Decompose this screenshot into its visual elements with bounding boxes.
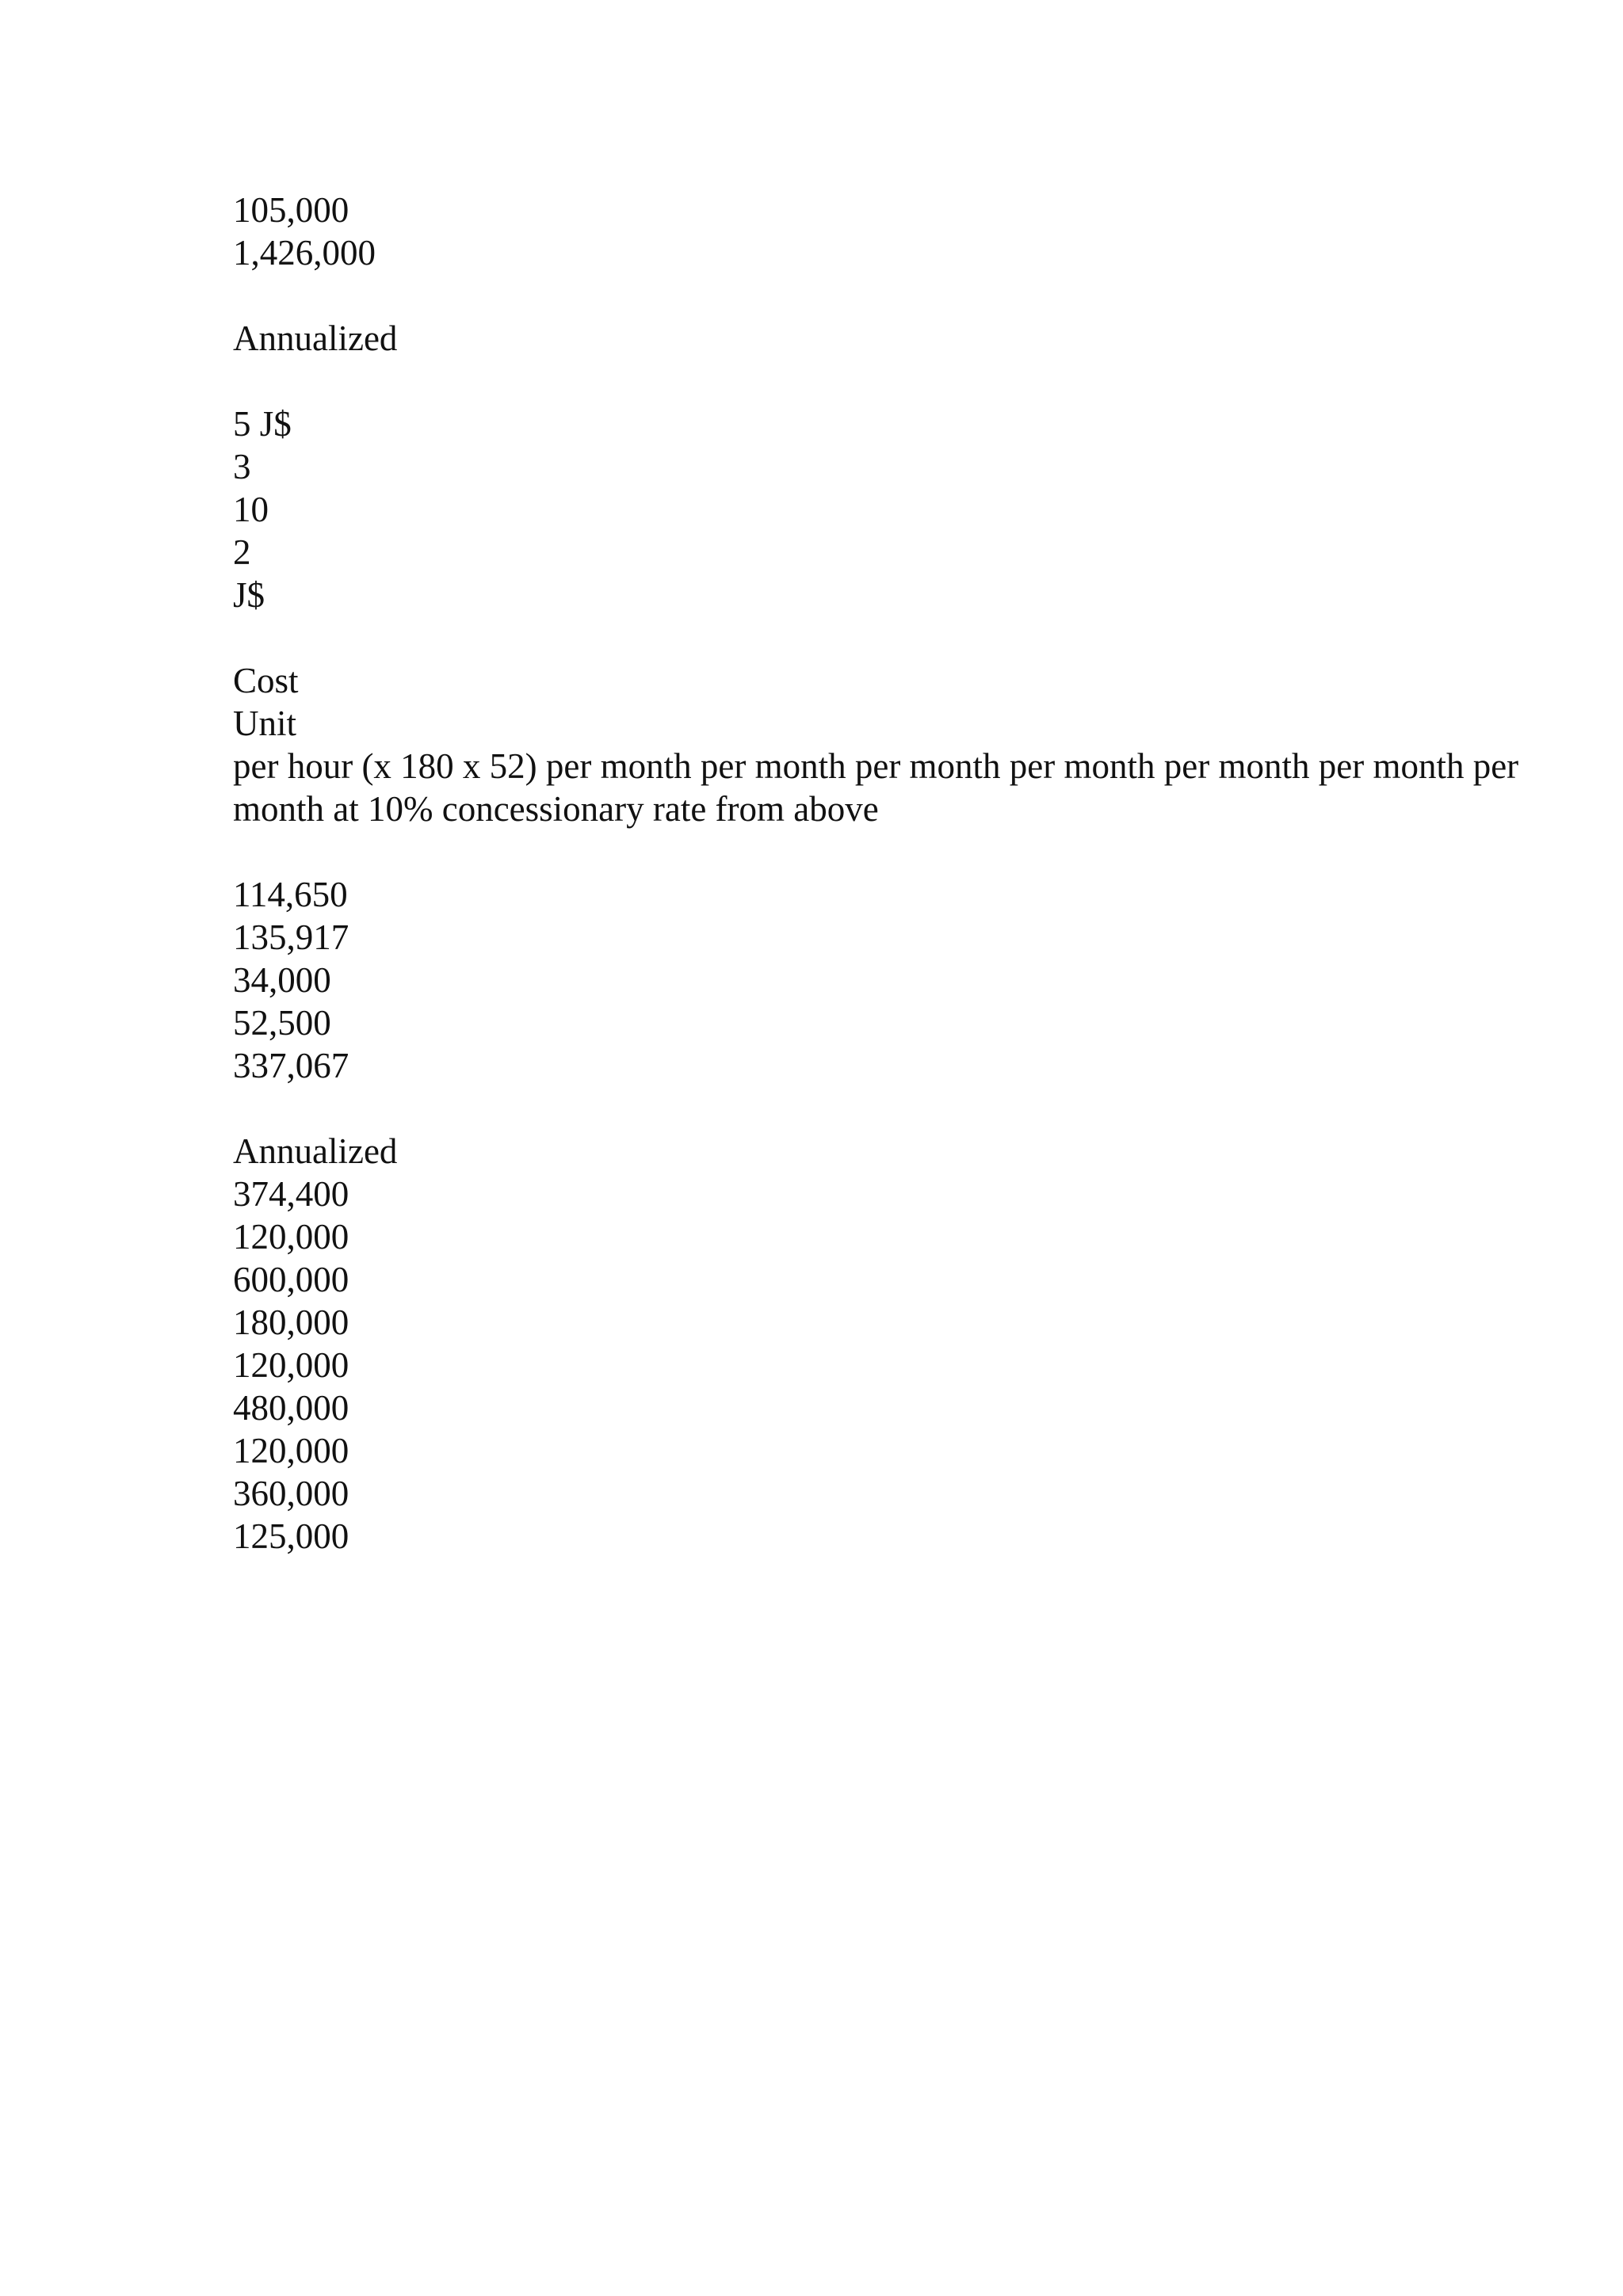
text-line: 105,000 (233, 190, 349, 230)
text-line: J$ (233, 575, 265, 615)
text-line: 2 (233, 532, 251, 572)
spacer (233, 360, 1549, 402)
text-line: 360,000 (233, 1474, 349, 1513)
description-paragraph: per hour (x 180 x 52) per month per month per month per month per month per month per month at 10% concessionary rate from above (233, 746, 1519, 829)
text-line: 374,400 (233, 1174, 349, 1214)
text-line: Annualized (233, 1131, 398, 1171)
text-line: 480,000 (233, 1388, 349, 1428)
text-line: 1,426,000 (233, 233, 376, 273)
text-line: 125,000 (233, 1516, 349, 1556)
text-line: 3 (233, 447, 251, 486)
spacer (233, 830, 1549, 873)
text-line: 34,000 (233, 960, 331, 1000)
units-block (233, 402, 1549, 616)
text-line: 120,000 (233, 1431, 349, 1470)
text-line: 180,000 (233, 1302, 349, 1342)
totals-block (233, 189, 1549, 274)
spacer (233, 1087, 1549, 1130)
text-line: 52,500 (233, 1003, 331, 1043)
text-line: Unit (233, 704, 297, 743)
document-content (233, 189, 1549, 1558)
text-line: 5 J$ (233, 404, 292, 444)
text-line: 135,917 (233, 917, 349, 957)
annualized-heading-block (233, 317, 1549, 360)
spacer (233, 274, 1549, 317)
text-line: 120,000 (233, 1217, 349, 1257)
text-line: 114,650 (233, 875, 348, 914)
cost-values-block (233, 873, 1549, 1087)
spacer (233, 616, 1549, 659)
annualized-values-block (233, 1130, 1549, 1558)
text-line: Annualized (233, 318, 398, 358)
cost-unit-block (233, 659, 1549, 830)
text-line: 10 (233, 490, 269, 529)
text-line: 600,000 (233, 1260, 349, 1299)
text-line: 337,067 (233, 1046, 349, 1085)
text-line: 120,000 (233, 1345, 349, 1385)
text-line: Cost (233, 661, 299, 700)
